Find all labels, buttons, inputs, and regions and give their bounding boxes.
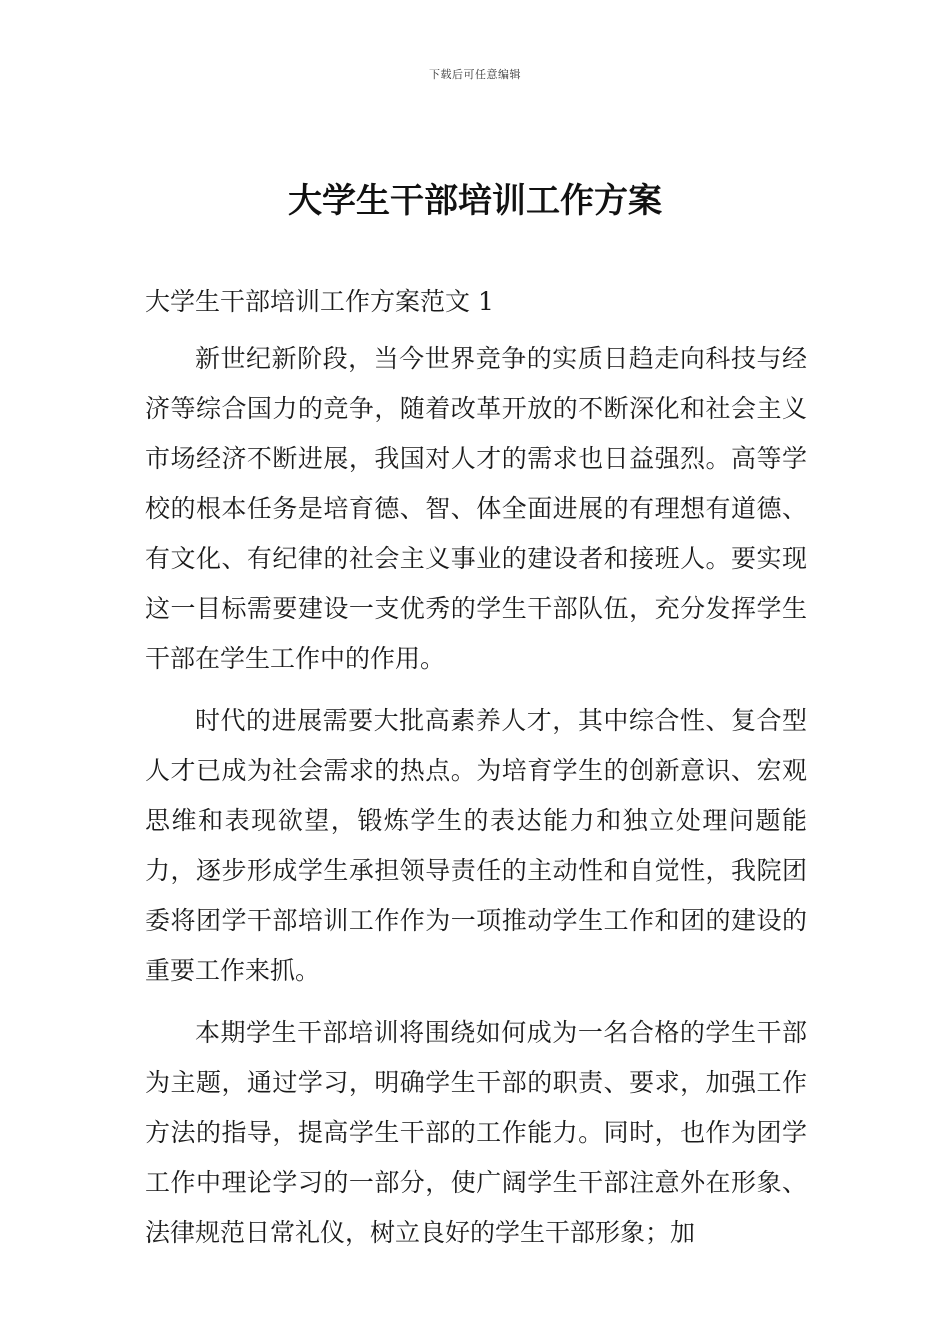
paragraph-3: 本期学生干部培训将围绕如何成为一名合格的学生干部为主题，通过学习，明确学生干部的职责、要求，加强工作方法的指导，提高学生干部的工作能力。同时，也作为团学工作中理论学习的一部分，使广阔学生干部注意外在形象、法律规范日常礼仪，树立良好的学生干部形象；加: [145, 1018, 807, 1247]
document-body: [145, 280, 807, 1270]
section-heading: 大学生干部培训工作方案范文 1: [145, 287, 494, 316]
paragraph-2: 时代的进展需要大批高素养人才，其中综合性、复合型人才已成为社会需求的热点。为培育学生的创新意识、宏观思维和表现欲望，锻炼学生的表达能力和独立处理问题能力，逐步形成学生承担领导责任的主动性和自觉性，我院团委将团学干部培训工作作为一项推动学生工作和团的建设的重要工作来抓。: [145, 706, 807, 985]
paragraph-1: 新世纪新阶段，当今世界竞争的实质日趋走向科技与经济等综合国力的竞争，随着改革开放的不断深化和社会主义市场经济不断进展，我国对人才的需求也日益强烈。高等学校的根本任务是培育德、智、体全面进展的有理想有道德、有文化、有纪律的社会主义事业的建设者和接班人。要实现这一目标需要建设一支优秀的学生干部队伍，充分发挥学生干部在学生工作中的作用。: [145, 344, 807, 673]
document-title: 大学生干部培训工作方案: [288, 181, 662, 221]
header-note: 下载后可任意编辑: [429, 68, 521, 81]
